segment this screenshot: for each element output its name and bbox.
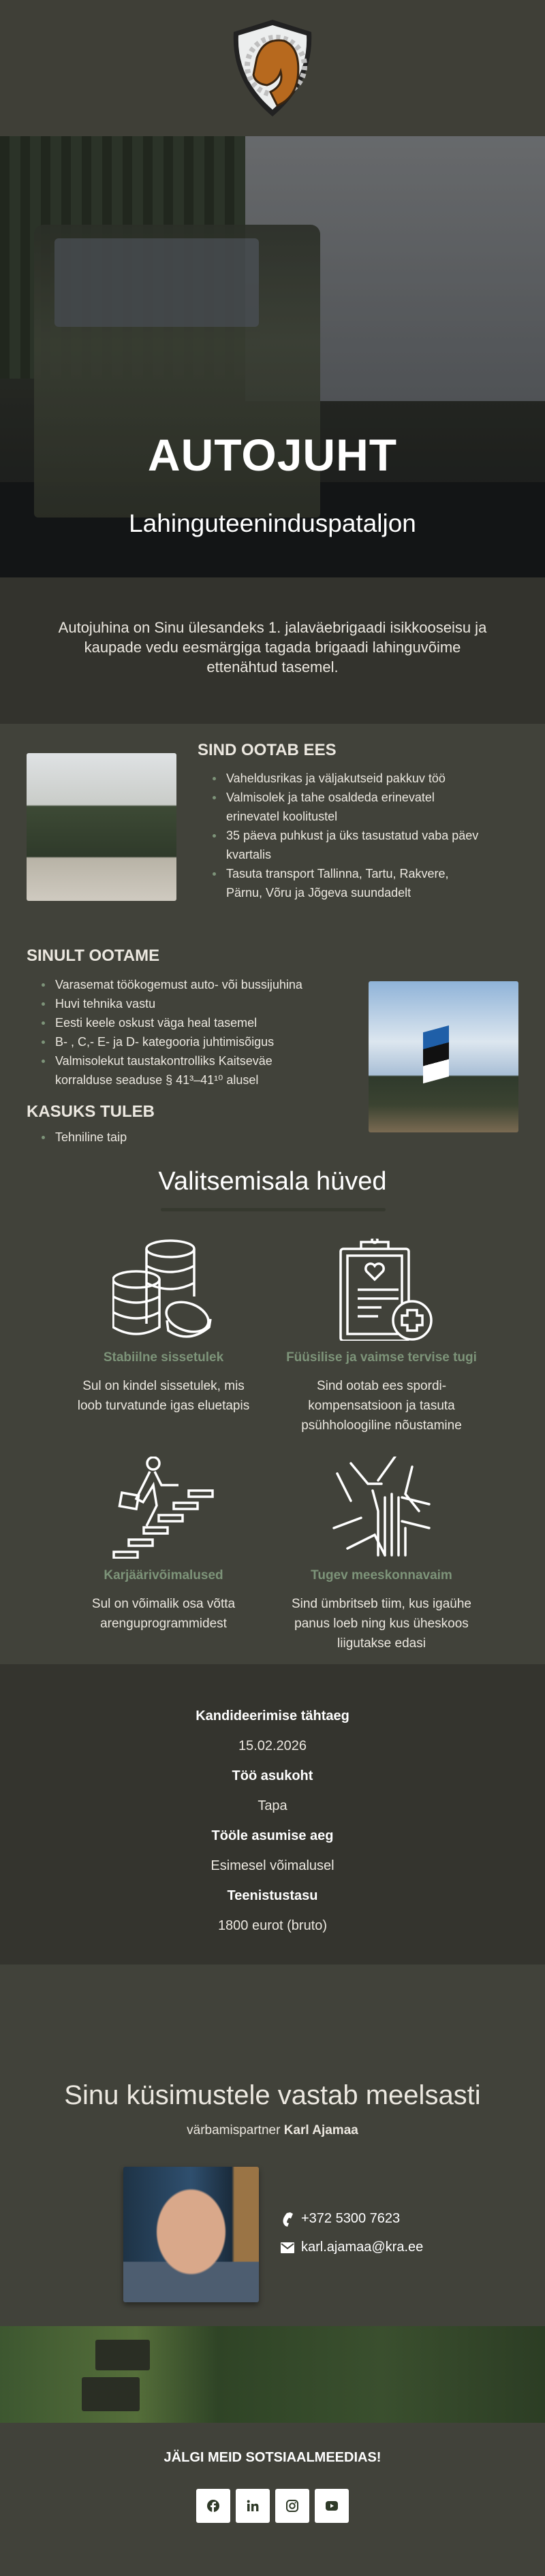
benefit-text: Sind ümbritseb tiim, kus igaühe panus loeb ning kus üheskoos liigutakse edasi (291, 1597, 471, 1651)
benefit-card (51, 1457, 276, 1634)
phone-number[interactable]: +372 5300 7623 (301, 2211, 401, 2226)
sinult-ootame-list (37, 975, 358, 1090)
list-item: Valmisolekut taustakontrolliks Kaitseväe korralduse seaduse § 41³–41¹⁰ alusel (37, 1051, 310, 1090)
medical-clipboard-icon (330, 1239, 433, 1341)
list-item: 35 päeva puhkust ja üks tasustatud vaba päev kvartalis (208, 826, 515, 864)
list-item: B- , C,- E- ja D- kategooria juhtimisõigus (37, 1032, 358, 1051)
vehicle-image (82, 2377, 140, 2411)
instagram-button[interactable] (275, 2489, 309, 2523)
battalion-logo[interactable] (230, 17, 315, 119)
list-item: Valmisolek ja tahe osaldeda erinevatel erinevatel koolitustel (208, 788, 454, 826)
military-truck-photo (27, 753, 176, 901)
start-time-value: Esimesel võimalusel (211, 1858, 334, 1873)
intro-text: Autojuhina on Sinu ülesandeks 1. jalaväebrigaadi isikkooseisu ja kaupade vedu eesmärgiga tagada brigaadi lahinguvõime ettenähtud tasemel. (58, 619, 487, 675)
page-title: AUTOJUHT (147, 430, 398, 480)
deadline-value: 15.02.2026 (238, 1738, 307, 1753)
sinult-ootame-heading: SINULT OOTAME (27, 947, 160, 965)
forest-banner-image (0, 2326, 545, 2423)
benefit-title: Stabiilne sissetulek (103, 1350, 224, 1365)
salary-label: Teenistustasu (227, 1888, 318, 1903)
start-time-label: Tööle asumise aeg (211, 1828, 334, 1843)
list-item: Huvi tehnika vastu (37, 994, 358, 1013)
benefit-title: Füüsilise ja vaimse tervise tugi (286, 1350, 477, 1365)
contact-section (0, 1965, 545, 2326)
benefit-title: Tugev meeskonnavaim (311, 1568, 452, 1583)
deadline-label: Kandideerimise tähtaeg (196, 1708, 349, 1723)
social-links (196, 2489, 349, 2523)
benefit-text: Sind ootab ees spordi-kompensatsioon ja tasuta psühholoogiline nõustamine (301, 1379, 462, 1433)
facebook-icon (206, 2499, 220, 2513)
location-label: Töö asukoht (232, 1768, 313, 1783)
location-value: Tapa (258, 1798, 287, 1813)
youtube-button[interactable] (315, 2489, 349, 2523)
linkedin-icon (246, 2499, 260, 2513)
salary-value: 1800 eurot (bruto) (217, 1918, 328, 1933)
kasuks-tuleb-list (37, 1128, 310, 1147)
benefit-text: Sul on võimalik osa võtta arenguprogrammidest (91, 1597, 236, 1631)
contact-name: Karl Ajamaa (283, 2123, 358, 2137)
facebook-button[interactable] (196, 2489, 230, 2523)
linkedin-button[interactable] (236, 2489, 270, 2523)
role-label: värbamispartner (187, 2123, 281, 2137)
hero-banner (0, 136, 545, 577)
phone-icon (281, 2212, 294, 2227)
sind-ootab-ees-heading: SIND OOTAB EES (198, 741, 337, 759)
kasuks-tuleb-heading: KASUKS TULEB (27, 1102, 155, 1121)
requirements-section (0, 724, 545, 1154)
soldier-with-flag-photo (369, 981, 518, 1132)
benefit-card (269, 1457, 494, 1653)
team-hands-icon (330, 1457, 433, 1559)
contact-title: Sinu küsimustele vastab meelsasti (64, 2080, 481, 2110)
contact-role (0, 2123, 545, 2138)
benefit-card (269, 1239, 494, 1435)
list-item: Eesti keele oskust väga heal tasemel (37, 1013, 358, 1032)
youtube-icon (325, 2499, 339, 2513)
email-link[interactable] (281, 2240, 423, 2255)
recruiter-photo (123, 2167, 259, 2302)
coins-icon (112, 1239, 215, 1341)
email-address[interactable]: karl.ajamaa@kra.ee (301, 2240, 424, 2255)
page-subtitle: Lahinguteeninduspataljon (129, 509, 416, 537)
social-heading: JÄLGI MEID SOTSIAALMEEDIAS! (164, 2450, 382, 2465)
title-underline (161, 1208, 386, 1211)
job-details-section (0, 1664, 545, 1965)
career-stairs-icon (112, 1457, 215, 1559)
benefit-title: Karjäärivõimalused (104, 1568, 223, 1583)
vehicle-image (95, 2340, 150, 2370)
list-item: Tehniline taip (37, 1128, 310, 1147)
instagram-icon (285, 2499, 299, 2513)
list-item: Tasuta transport Tallinna, Tartu, Rakvere, Pärnu, Võru ja Jõgeva suundadelt (208, 864, 481, 902)
benefit-text: Sul on kindel sissetulek, mis loob turvatunde igas eluetapis (77, 1379, 250, 1413)
list-item: Varasemat töökogemust auto- või bussijuhina (37, 975, 358, 994)
sind-ootab-ees-list (208, 769, 522, 902)
benefits-section (0, 1154, 545, 1664)
list-item: Vaheldusrikas ja väljakutseid pakkuv töö (208, 769, 522, 788)
phone-link[interactable] (281, 2211, 400, 2227)
benefit-card (51, 1239, 276, 1416)
intro-section (0, 577, 545, 724)
site-footer (0, 2423, 545, 2542)
site-header (0, 0, 545, 136)
benefits-title: Valitsemisala hüved (158, 1167, 387, 1196)
envelope-icon (281, 2242, 294, 2253)
